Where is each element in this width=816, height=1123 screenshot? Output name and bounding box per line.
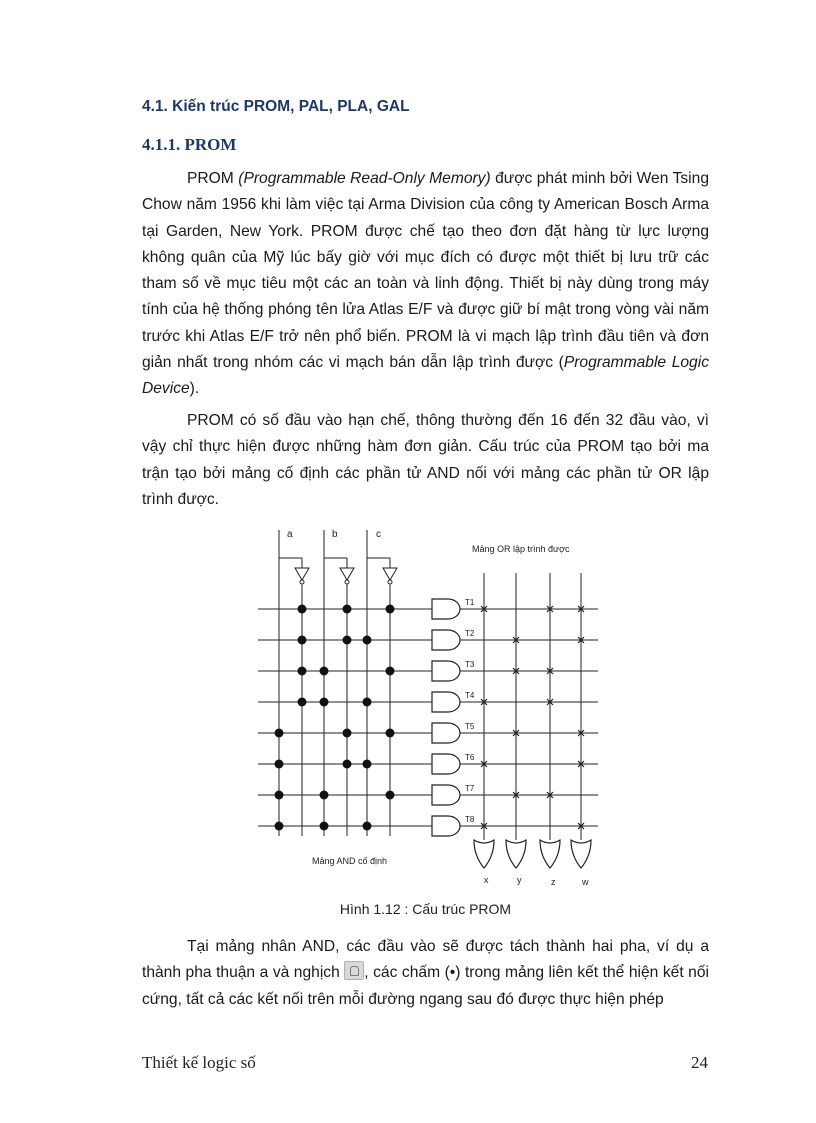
fixed-connection-dot xyxy=(343,760,352,769)
input-label-a: a xyxy=(287,529,293,540)
fixed-connection-dot xyxy=(275,791,284,800)
fixed-connection-dot xyxy=(298,698,307,707)
para1-italic-pld: Programmable Logic Device xyxy=(142,354,709,398)
fixed-connection-dot xyxy=(343,605,352,614)
inverter-bubble-icon xyxy=(388,580,392,584)
para1-text-2: được phát minh bởi Wen Tsing Chow năm 1956 khi làm việc tại Arma Division của công ty American Bosch Arma tại Garden, New York. PROM được chế tạo theo đơn đặt hàng từ lực lượng không quân của Mỹ lúc bấy giờ với mục đích có được một thiết bị lưu trữ các tham số về mục tiêu một các an toàn và linh động. Thiết bị này dùng trong máy tính của hệ thống phóng tên lửa Atlas E/F và được giữ bí mật trong vòng vài năm trước khi Atlas E/F trở nên phổ biến. PROM là vi mạch lập trình đầu tiên và đơn giản nhất trong nhóm các vi mạch bán dẫn lập trình được ( xyxy=(142,170,709,372)
term-label-t4: T4 xyxy=(465,691,475,700)
and-gate-icon xyxy=(432,661,460,681)
para1-text-3: ). xyxy=(189,380,200,398)
fixed-connection-dot xyxy=(343,636,352,645)
or-array-label: Mảng OR lập trình được xyxy=(472,544,570,554)
section-heading: 4.1. Kiến trúc PROM, PAL, PLA, GAL xyxy=(142,98,410,115)
output-label-z: z xyxy=(551,877,556,887)
page-number: 24 xyxy=(691,1053,708,1072)
or-gate-icon xyxy=(506,840,526,868)
a-bar-symbol-icon xyxy=(344,961,364,980)
fixed-connection-dot xyxy=(320,667,329,676)
or-gate-icon xyxy=(474,840,494,868)
or-gate-icon xyxy=(540,840,560,868)
inverter-buffer-icon xyxy=(383,568,397,580)
fixed-connection-dot xyxy=(275,760,284,769)
prom-structure-diagram xyxy=(250,518,610,893)
para3-text-2: , các chấm (•) trong mảng liên kết thể hiện kết nối cứng, tất cả các kết nối trên mỗi đường ngang sau đó được thực hiện phép xyxy=(142,964,709,1008)
para1-italic-term: (Programmable Read-Only Memory) xyxy=(238,170,491,187)
diagram-layer xyxy=(258,530,598,868)
term-label-t5: T5 xyxy=(465,722,475,731)
input-label-b: b xyxy=(332,529,338,540)
and-gate-icon xyxy=(432,599,460,619)
fixed-connection-dot xyxy=(275,822,284,831)
output-label-w: w xyxy=(582,877,589,887)
fixed-connection-dot xyxy=(343,729,352,738)
paragraph-and-array xyxy=(142,934,709,1013)
para3-text-1: Tại mảng nhân AND, các đầu vào sẽ được tách thành hai pha, ví dụ a thành pha thuận a và nghịch xyxy=(142,938,709,982)
footer-title: Thiết kế logic số xyxy=(142,1053,256,1072)
term-label-t3: T3 xyxy=(465,660,475,669)
and-gate-icon xyxy=(432,754,460,774)
fixed-connection-dot xyxy=(320,698,329,707)
fixed-connection-dot xyxy=(363,698,372,707)
and-gate-icon xyxy=(432,692,460,712)
fixed-connection-dot xyxy=(386,791,395,800)
fixed-connection-dot xyxy=(320,791,329,800)
and-array-label: Mảng AND cố định xyxy=(312,856,388,866)
and-gate-icon xyxy=(432,630,460,650)
inverter-buffer-icon xyxy=(295,568,309,580)
fixed-connection-dot xyxy=(320,822,329,831)
fixed-connection-dot xyxy=(298,636,307,645)
and-gate-icon xyxy=(432,785,460,805)
output-label-x: x xyxy=(484,875,489,885)
para2-text: PROM có số đầu vào hạn chế, thông thường đến 16 đến 32 đầu vào, vì vậy chỉ thực hiện được những hàm đơn giản. Cấu trúc của PROM tạo bởi ma trận tạo bởi mảng cố định các phần tử AND nối với mảng các phần tử OR lập trình được. xyxy=(142,412,709,508)
and-gate-icon xyxy=(432,723,460,743)
fixed-connection-dot xyxy=(298,605,307,614)
fixed-connection-dot xyxy=(386,667,395,676)
paragraph-prom-history xyxy=(142,166,709,403)
inverter-buffer-icon xyxy=(340,568,354,580)
paragraph-prom-structure xyxy=(142,408,709,513)
term-label-t2: T2 xyxy=(465,629,475,638)
subsection-heading: 4.1.1. PROM xyxy=(142,135,237,154)
term-label-t6: T6 xyxy=(465,753,475,762)
fixed-connection-dot xyxy=(363,822,372,831)
input-label-c: c xyxy=(376,529,381,540)
term-label-t1: T1 xyxy=(465,598,475,607)
inverter-bubble-icon xyxy=(300,580,304,584)
fixed-connection-dot xyxy=(363,760,372,769)
and-gate-icon xyxy=(432,816,460,836)
fixed-connection-dot xyxy=(386,605,395,614)
fixed-connection-dot xyxy=(363,636,372,645)
fixed-connection-dot xyxy=(386,729,395,738)
fixed-connection-dot xyxy=(275,729,284,738)
term-label-t8: T8 xyxy=(465,815,475,824)
or-gate-icon xyxy=(571,840,591,868)
para1-text-1: PROM xyxy=(187,170,239,187)
figure-caption: Hình 1.12 : Cấu trúc PROM xyxy=(339,901,512,917)
fixed-connection-dot xyxy=(298,667,307,676)
inverter-bubble-icon xyxy=(345,580,349,584)
term-label-t7: T7 xyxy=(465,784,475,793)
output-label-y: y xyxy=(517,875,522,885)
